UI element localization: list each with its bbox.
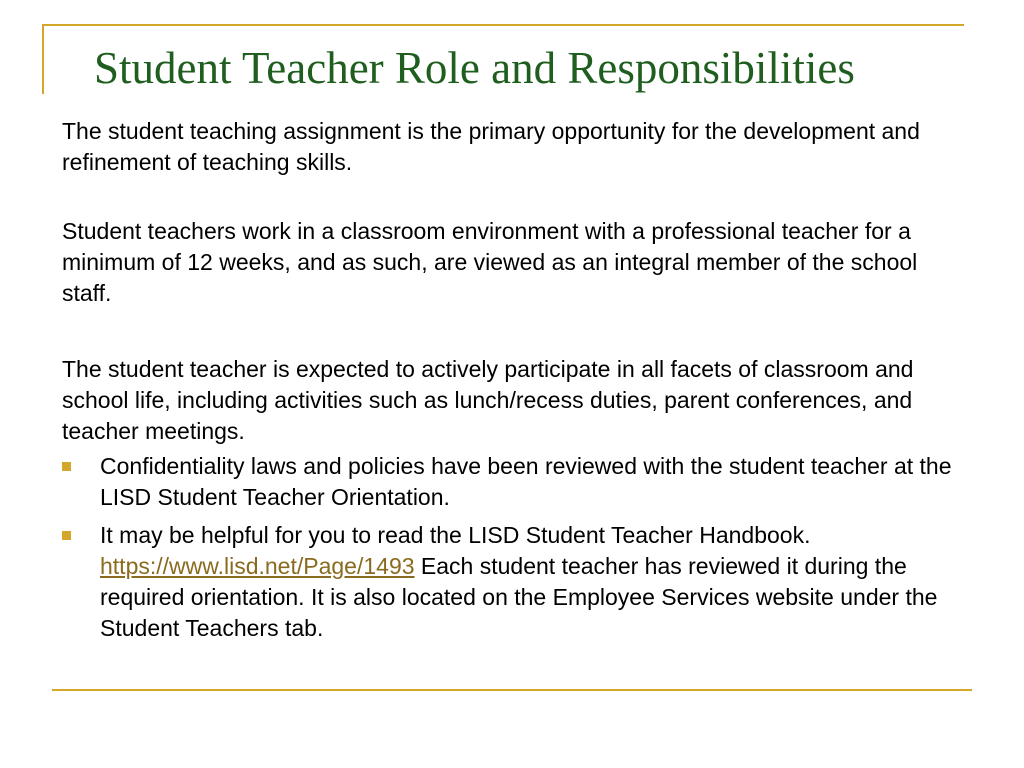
handbook-text-before: It may be helpful for you to read the LISD Student Teacher Handbook. xyxy=(100,522,811,548)
list-item xyxy=(62,520,972,644)
square-bullet-icon xyxy=(62,531,71,540)
slide-body xyxy=(62,116,972,644)
environment-paragraph: Student teachers work in a classroom environment with a professional teacher for a minimum of 12 weeks, and as such, are viewed as an integral member of the school staff. xyxy=(62,218,918,306)
handbook-text-after: Each student teacher has reviewed it during the required orientation. It is also located on the Employee Services website under the Student Teachers tab. xyxy=(100,553,938,641)
bullet-list xyxy=(62,451,972,644)
handbook-link[interactable]: https://www.lisd.net/Page/1493 xyxy=(100,553,415,579)
slide-title: Student Teacher Role and Responsibilities xyxy=(94,43,855,93)
list-item xyxy=(62,451,972,513)
left-frame-line xyxy=(42,24,44,94)
participation-paragraph: The student teacher is expected to actively participate in all facets of classroom and school life, including activities such as lunch/recess duties, parent conferences, and teacher meetings. xyxy=(62,356,914,444)
confidentiality-text: Confidentiality laws and policies have been reviewed with the student teacher at the LISD Student Teacher Orientation. xyxy=(100,453,952,510)
bottom-frame-line xyxy=(52,689,972,691)
square-bullet-icon xyxy=(62,462,71,471)
intro-paragraph: The student teaching assignment is the primary opportunity for the development and refinement of teaching skills. xyxy=(62,118,920,175)
top-frame-line xyxy=(42,24,964,26)
